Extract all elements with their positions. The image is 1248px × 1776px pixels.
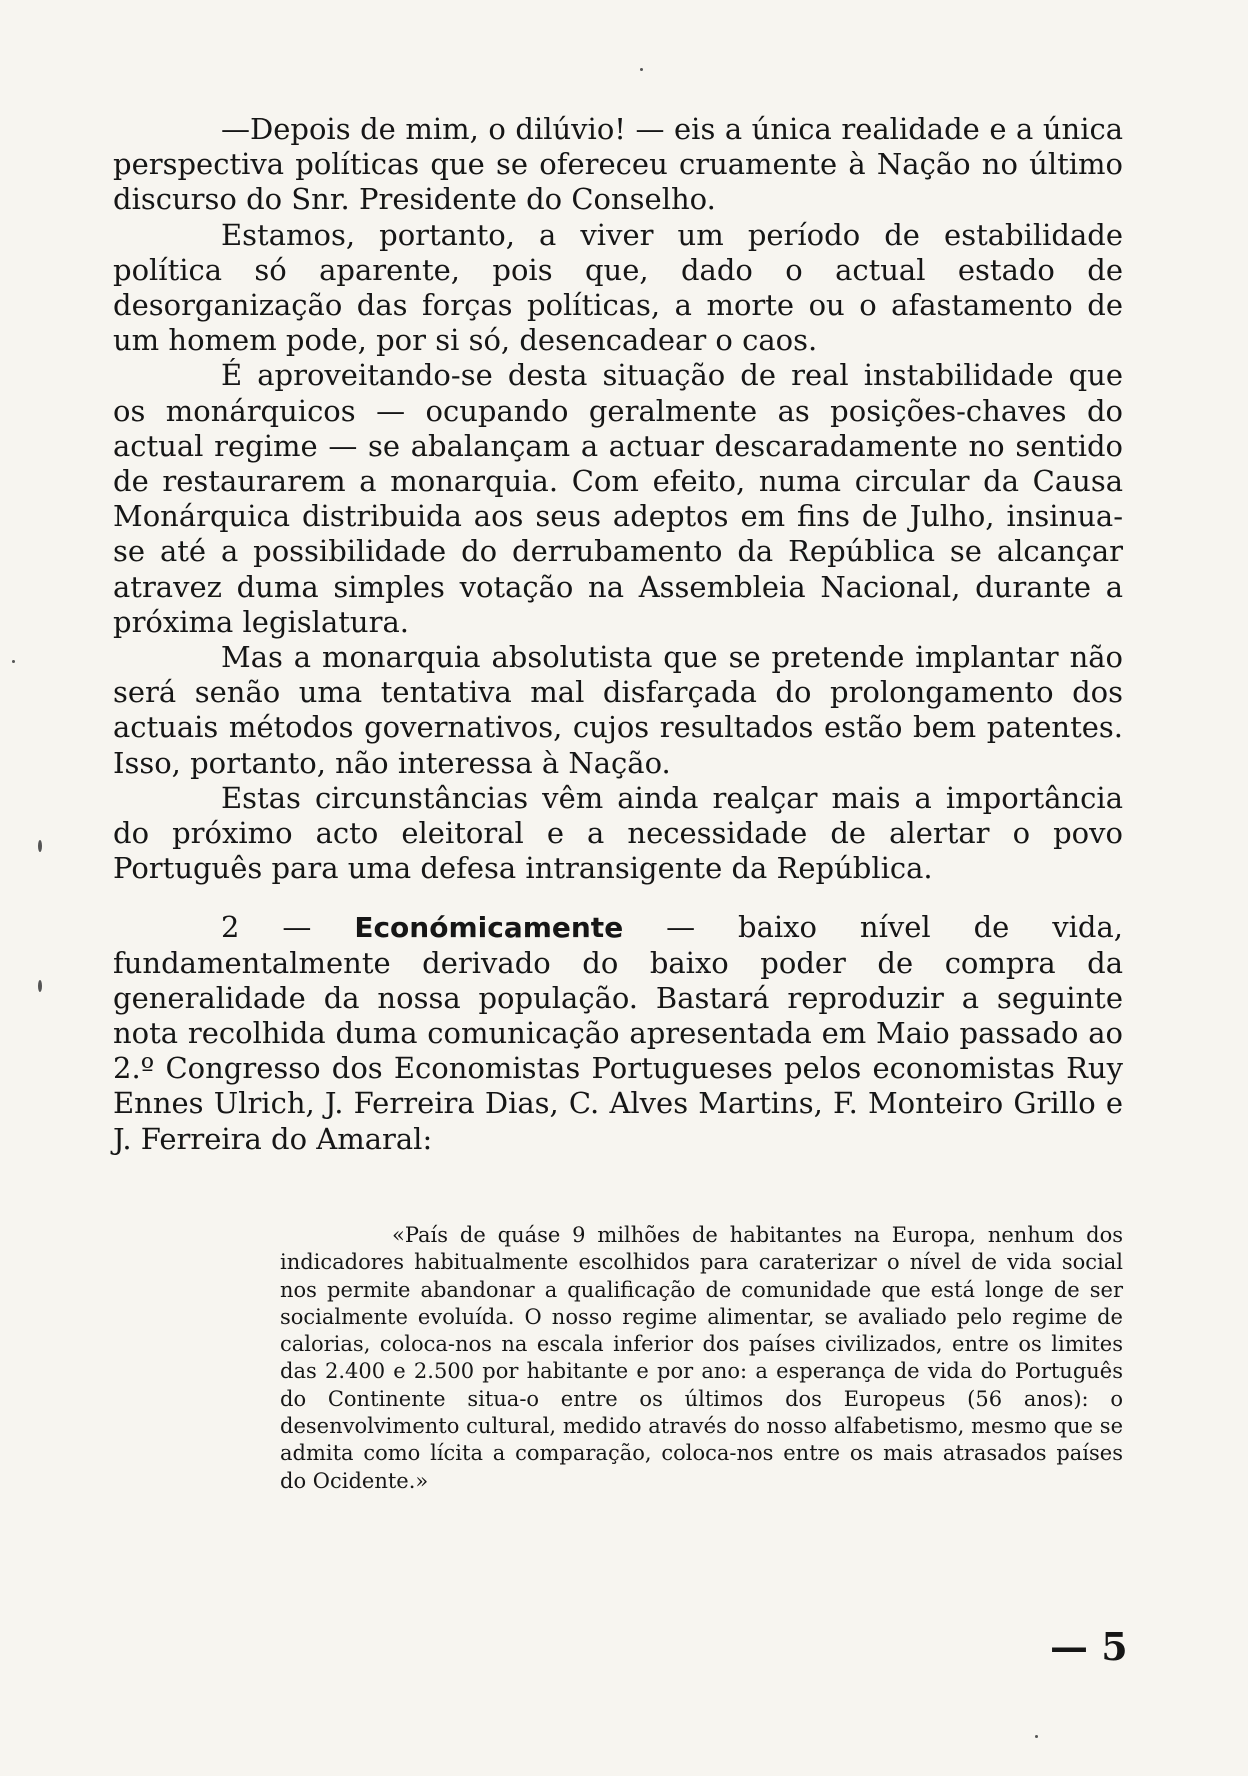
section-2-paragraph — [113, 910, 1123, 1156]
section-2-number: 2 — — [221, 910, 355, 945]
scan-speck — [12, 660, 15, 663]
scan-speck — [38, 840, 42, 852]
section-2-heading: Económicamente — [354, 911, 624, 945]
paragraph-3: É aproveitando-se desta situação de real instabilidade que os monárquicos — ocupando geralmente as posições-chaves do actual regime — se abalançam a actuar descaradamente no sentido de restaurarem a monarquia. Com efeito, numa circular da Causa Monárquica distribuida aos seus adeptos em fins de Julho, insinua-se até a possibilidade do derrubamento da República se alcançar atravez duma simples votação na Assembleia Nacional, durante a próxima legislatura. — [113, 358, 1123, 639]
section-2-body: — baixo nível de vida, fundamentalmente derivado do baixo poder de compra da generalidade da nossa população. Bastará reproduzir a seguinte nota recolhida duma comunicação apresentada em Maio passado ao 2.º Congresso dos Economistas Portugueses pelos economistas Ruy Ennes Ulrich, J. Ferreira Dias, C. Alves Martins, F. Monteiro Grillo e J. Ferreira do Amaral: — [113, 910, 1123, 1156]
main-text — [113, 112, 1123, 1157]
scan-speck — [1035, 1735, 1038, 1738]
scan-speck — [640, 68, 643, 71]
paragraph-5: Estas circunstâncias vêm ainda realçar mais a importância do próximo acto eleitoral e a necessidade de alertar o povo Português para uma defesa intransigente da República. — [113, 780, 1123, 886]
paragraph-4: Mas a monarquia absolutista que se pretende implantar não será senão uma tentativa mal disfarçada do prolongamento dos actuais métodos governativos, cujos resultados estão bem patentes. Isso, portanto, não interessa à Nação. — [113, 640, 1123, 780]
quotation-block — [280, 1222, 1123, 1495]
paragraph-2: Estamos, portanto, a viver um período de estabilidade política só aparente, pois que, dado o actual estado de desorganização das forças políticas, a morte ou o afastamento de um homem pode, por si só, desencadear o caos. — [113, 217, 1123, 358]
page-number: — 5 — [1050, 1624, 1128, 1669]
paragraph-1: —Depois de mim, o dilúvio! — eis a única realidade e a única perspectiva políticas que se ofereceu cruamente à Nação no último discurso do Snr. Presidente do Conselho. — [113, 112, 1123, 217]
scan-speck — [38, 980, 42, 992]
quotation-text: «País de quáse 9 milhões de habitantes na Europa, nenhum dos indicadores habitualmente escolhidos para caraterizar o nível de vida social nos permite abandonar a qualificação de comunidade que está longe de ser socialmente evoluída. O nosso regime alimentar, se avaliado pelo regime de calorias, coloca-nos na escala inferior dos países civilizados, entre os limites das 2.400 e 2.500 por habitante e por ano: a esperança de vida do Português do Continente situa-o entre os últimos dos Europeus (56 anos): o desenvolvimento cultural, medido através do nosso alfabetismo, mesmo que se admita como lícita a comparação, coloca-nos entre os mais atrasados países do Ocidente.» — [280, 1223, 1123, 1493]
